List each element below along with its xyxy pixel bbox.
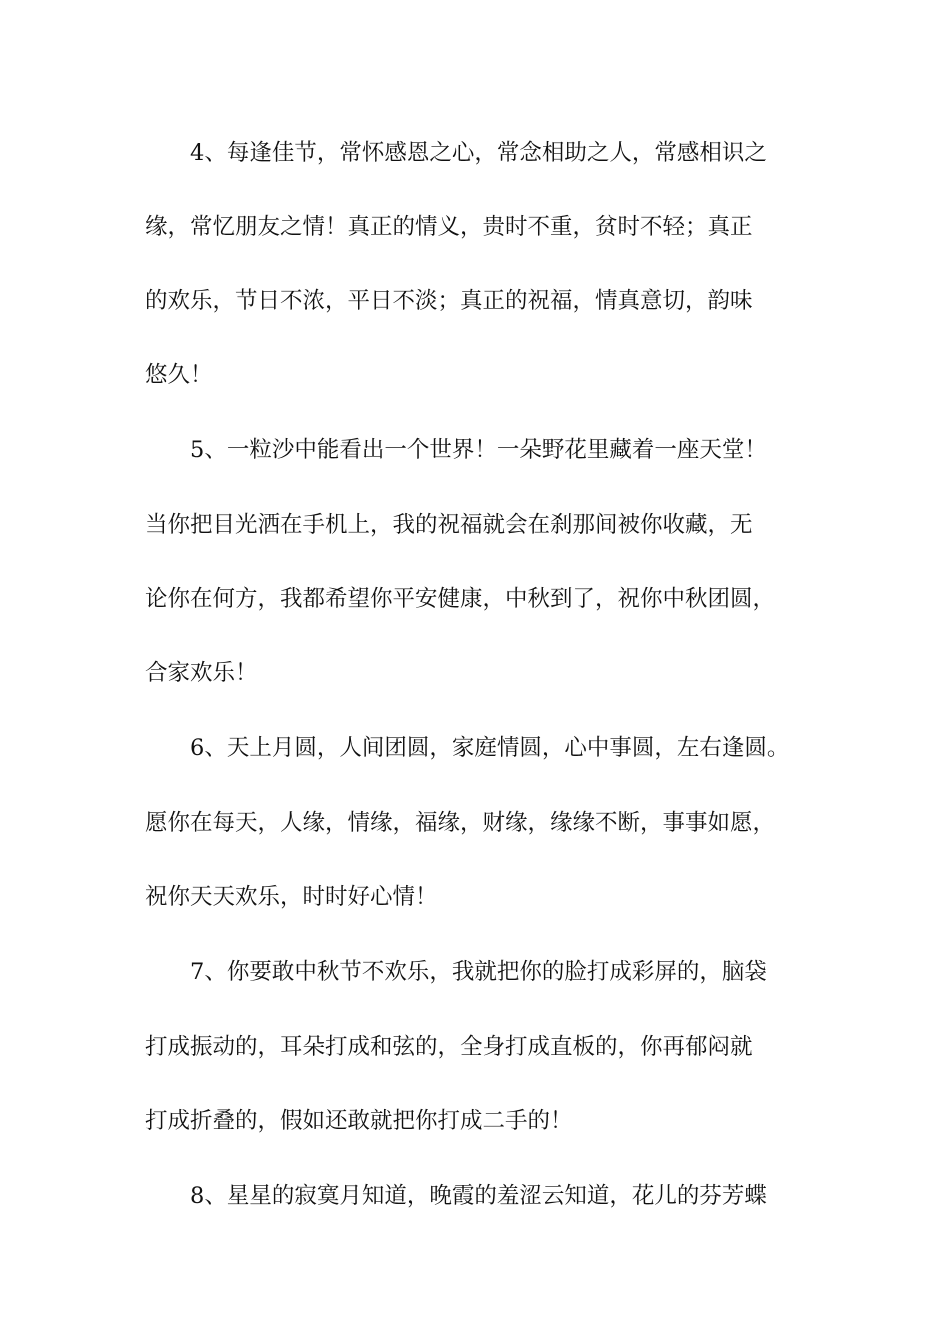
paragraph-7-line-3: 打成折叠的，假如还敢就把你打成二手的！ (145, 1108, 573, 1134)
paragraph-6-line-3: 祝你天天欢乐，时时好心情！ (145, 884, 438, 910)
paragraph-6-line-1: 6、天上月圆，人间团圆，家庭情圆，心中事圆，左右逢圆。 (190, 735, 790, 761)
paragraph-5-line-3: 论你在何方，我都希望你平安健康，中秋到了，祝你中秋团圆， (145, 586, 776, 612)
paragraph-5-line-1: 5、一粒沙中能看出一个世界！一朵野花里藏着一座天堂！ (190, 437, 767, 463)
paragraph-7-line-2: 打成振动的，耳朵打成和弦的，全身打成直板的，你再郁闷就 (145, 1034, 753, 1060)
paragraph-7-line-1: 7、你要敢中秋节不欢乐，我就把你的脸打成彩屏的，脑袋 (190, 959, 767, 985)
paragraph-8-line-1: 8、星星的寂寞月知道，晚霞的羞涩云知道，花儿的芬芳蝶 (190, 1183, 767, 1209)
paragraph-4-line-3: 的欢乐，节日不浓，平日不淡；真正的祝福，情真意切，韵味 (145, 288, 753, 314)
paragraph-5-line-2: 当你把目光洒在手机上，我的祝福就会在刹那间被你收藏，无 (145, 512, 753, 538)
paragraph-4-line-4: 悠久！ (145, 362, 213, 388)
paragraph-4-line-2: 缘，常忆朋友之情！真正的情义，贵时不重，贫时不轻；真正 (145, 214, 753, 240)
paragraph-4-line-1: 4、每逢佳节，常怀感恩之心，常念相助之人，常感相识之 (190, 140, 767, 166)
paragraph-5-line-4: 合家欢乐！ (145, 660, 258, 686)
paragraph-6-line-2: 愿你在每天，人缘，情缘，福缘，财缘，缘缘不断，事事如愿， (145, 810, 776, 836)
